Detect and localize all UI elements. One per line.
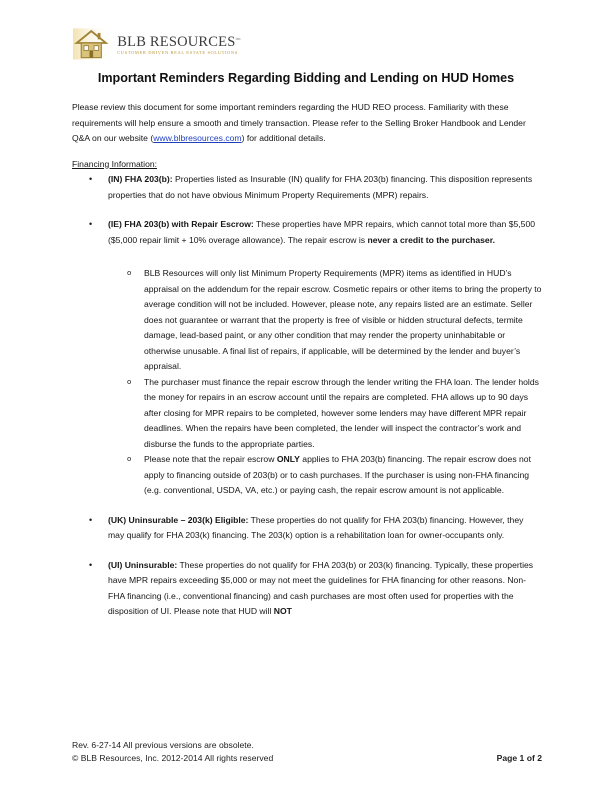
list-item-ie: • (IE) FHA 203(b) with Repair Escrow: These properties have MPR repairs, which cannot total more than $5,500 ($5,000 repair limit + 10% overage allowance). The repair escrow is never a credit to the purchaser. o BLB Resources will only list Minimum Property Requirements (MPR) items as identified in HUD’s appraisal on the addendum for the repair escrow. Cosmetic repairs or other items to bring the property to average condition will not be included. However, please note, any repairs listed are an estimate. Seller does not guarantee or warrant that the property is free of visible or hidden structural defects, termite damage, lead-based paint, or any other condition that may render the property uninhabitable or otherwise unusable. A final list of repairs, if applicable, will be determined by the lender and buyer’s appraisal. o The purchaser must finance the repair escrow through the lender writing the FHA loan. The lender holds the money for repairs in an escrow account until the repairs are completed. FHA allows up to 90 days after closing for MPR repairs to be completed, however some lenders may have different MPR repair deadlines. When the repairs have been completed, the lender will inspect the contractor’s work and disburse the funds to the appropriate parties. o Please note that the repair escrow ONLY applies to FHA 203(b) financing. The repair escrow does not apply to financing outside of 203(b) or to cash purchases. If the purchaser is using non-FHA financing (e.g. conventional, USDA, VA, etc.) or paying cash, the repair escrow amount is not applicable. [72,217,542,499]
page-footer [72,739,542,765]
repair-escrow-sublist [108,266,542,499]
document-body [72,100,542,634]
circle-bullet-icon: o [127,377,132,386]
logo-tagline: CUSTOMER DRIVEN REAL ESTATE SOLUTIONS [117,50,238,56]
copyright-note: © BLB Resources, Inc. 2012-2014 All rights reserved [72,753,274,763]
bullet-icon: • [89,219,93,229]
list-item-in: • (IN) FHA 203(b): Properties listed as Insurable (IN) qualify for FHA 203(b) financing. This disposition represents properties that do not have obvious Minimum Property Requirements (MPR) repairs. [89,174,533,200]
bullet-icon: • [89,174,93,184]
circle-bullet-icon: o [127,455,132,463]
logo-name: BLB $RESOURCES^{inc}$ [117,33,241,50]
house-logo-icon [73,23,113,63]
financing-list [72,172,542,620]
list-item-uk: • (UK) Uninsurable – 203(k) Eligible: These properties do not qualify for FHA 203(b) financing. However, they may qualify for FHA 203(k) financing. The 203(k) option is a rehabilitation loan for owner-occupants only. [89,514,524,540]
intro-paragraph: Please review this document for some important reminders regarding the HUD REO process. Familiarity with these requirements will help ensure a smooth and timely transaction. Please refer to the Selling Broker Handbook and Lender Q&A on our website (www.blbresources.com) for additional details. [72,102,526,143]
page-title: Important Reminders Regarding Bidding and Lending on HUD Homes [97,71,515,85]
circle-bullet-icon: o [127,269,132,277]
website-link[interactable]: www.blbresources.com [153,133,242,143]
revision-note: Rev. 6-27-14 All previous versions are obsolete. [72,740,254,750]
list-item-ui: • (UI) Uninsurable: These properties do not qualify for FHA 203(b) or 203(k) financing. Typically, these properties have MPR repairs exceeding $5,000 or may not meet the guidelines for FHA financing for other reasons. Non-FHA financing (i.e., conventional financing) and cash purchases are most often used for properties with the disposition of UI. Please note that HUD will NOT [89,559,534,616]
bullet-icon: • [89,514,93,525]
page-number: Page 1 of 2 [496,753,542,763]
company-logo [73,22,241,64]
sub-item-financing: o The purchaser must finance the repair escrow through the lender writing the FHA loan. The lender holds the money for repairs in an escrow account until the repairs are completed. FHA allows up to 90 days after closing for MPR repairs to be completed, however some lenders may have different MPR repair deadlines. When the repairs have been completed, the lender will inspect the contractor’s work and disburse the funds to the appropriate parties. [127,376,539,449]
sub-item-only-203b: o Please note that the repair escrow ONLY applies to FHA 203(b) financing. The repair escrow does not apply to financing outside of 203(b) or to cash purchases. If the purchaser is using non-FHA financing (e.g. conventional, USDA, VA, etc.) or paying cash, the repair escrow amount is not applicable. [127,454,531,495]
sub-item-mpr: o BLB Resources will only list Minimum Property Requirements (MPR) items as identified in HUD’s appraisal on the addendum for the repair escrow. Cosmetic repairs or other items to bring the property to average condition will not be included. However, please note, any repairs listed are an estimate. Seller does not guarantee or warrant that the property is free of visible or hidden structural defects, termite damage, lead-based paint, or any other condition that may render the property uninhabitable or otherwise unusable. A final list of repairs, if applicable, will be determined by the lender and buyer’s appraisal. [127,268,542,371]
financing-heading: Financing Information: [72,158,158,169]
bullet-icon: • [89,559,93,570]
logo-inc: inc [235,35,241,41]
